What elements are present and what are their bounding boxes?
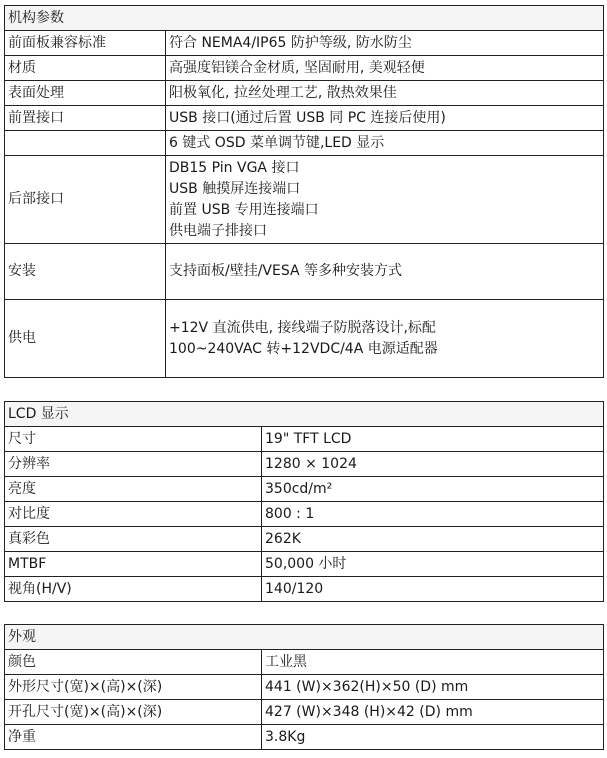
spec-label [5,131,166,156]
spec-label: 供电 [5,300,166,378]
section-header-row [5,402,604,427]
spec-label: 前置接口 [5,106,166,131]
spec-label: 材质 [5,56,166,81]
spec-value: 工业黑 [262,650,604,675]
spec-label: 安装 [5,244,166,300]
spec-value [166,106,604,131]
spec-value [166,56,604,81]
spec-row [5,56,604,81]
spec-label: 表面处理 [5,81,166,106]
spec-value [166,81,604,106]
spec-row [5,300,604,378]
spec-label: 前面板兼容标准 [5,31,166,56]
spec-value-line: 前置 USB 专用连接端口 [169,201,319,218]
lcd-spec-table [4,401,604,602]
spec-row [5,477,604,502]
section-header-row [5,625,604,650]
spec-value: 50,000 小时 [262,552,604,577]
spec-value [166,244,604,300]
spec-value: 140/120 [262,577,604,602]
spec-label: 真彩色 [5,527,262,552]
spec-value [166,300,604,378]
spec-row [5,452,604,477]
spec-label: 外形尺寸(宽)×(高)×(深) [5,675,262,700]
spec-row [5,131,604,156]
spec-value-line: 符合 NEMA4/IP65 防护等级, 防水防尘 [169,34,412,51]
spec-row [5,81,604,106]
appearance-spec-table [4,624,604,750]
section-header-row [5,6,604,31]
spec-label: 开孔尺寸(宽)×(高)×(深) [5,700,262,725]
section-title-mechanism: 机构参数 [5,6,604,31]
spec-value: 800 : 1 [262,502,604,527]
spec-value-line: DB15 Pin VGA 接口 [169,159,300,176]
spec-value [166,131,604,156]
spec-value-line: 100~240VAC 转+12VDC/4A 电源适配器 [169,340,438,357]
spec-row [5,527,604,552]
spec-value-line: 阳极氧化, 拉丝处理工艺, 散热效果佳 [169,84,397,101]
spec-row [5,577,604,602]
spec-value-line: 6 键式 OSD 菜单调节键,LED 显示 [169,134,385,151]
spec-label: 亮度 [5,477,262,502]
spec-row [5,650,604,675]
spec-value-line: 供电端子排接口 [169,222,267,239]
spec-value: 427 (W)×348 (H)×42 (D) mm [262,700,604,725]
spec-label: 后部接口 [5,156,166,244]
spec-row [5,427,604,452]
spec-row [5,244,604,300]
spec-value: 3.8Kg [262,725,604,750]
spec-row [5,725,604,750]
spec-row [5,106,604,131]
spec-label: 分辨率 [5,452,262,477]
spec-value [166,156,604,244]
spec-label: 对比度 [5,502,262,527]
spec-label: 视角(H/V) [5,577,262,602]
spec-row [5,552,604,577]
spec-value: 262K [262,527,604,552]
spec-label: 颜色 [5,650,262,675]
spec-value-line: 支持面板/壁挂/VESA 等多种安装方式 [169,263,403,279]
spec-row [5,156,604,244]
spec-value-line: USB 接口(通过后置 USB 同 PC 连接后使用) [169,109,446,126]
section-title-appearance: 外观 [5,625,604,650]
spec-row [5,31,604,56]
spec-value-line: 高强度铝镁合金材质, 坚固耐用, 美观轻便 [169,59,425,76]
spec-row [5,502,604,527]
spec-value-line: USB 触摸屏连接端口 [169,180,301,197]
spec-value: 19" TFT LCD [262,427,604,452]
section-title-lcd: LCD 显示 [5,402,604,427]
spec-label: 净重 [5,725,262,750]
spec-value: 350cd/m² [262,477,604,502]
spec-value-line: +12V 直流供电, 接线端子防脱落设计,标配 [169,319,436,336]
spec-label: MTBF [5,552,262,577]
spec-label: 尺寸 [5,427,262,452]
spec-value: 1280 × 1024 [262,452,604,477]
spec-row [5,700,604,725]
spec-row [5,675,604,700]
spec-value: 441 (W)×362(H)×50 (D) mm [262,675,604,700]
mechanism-spec-table [4,5,604,378]
spec-value [166,31,604,56]
